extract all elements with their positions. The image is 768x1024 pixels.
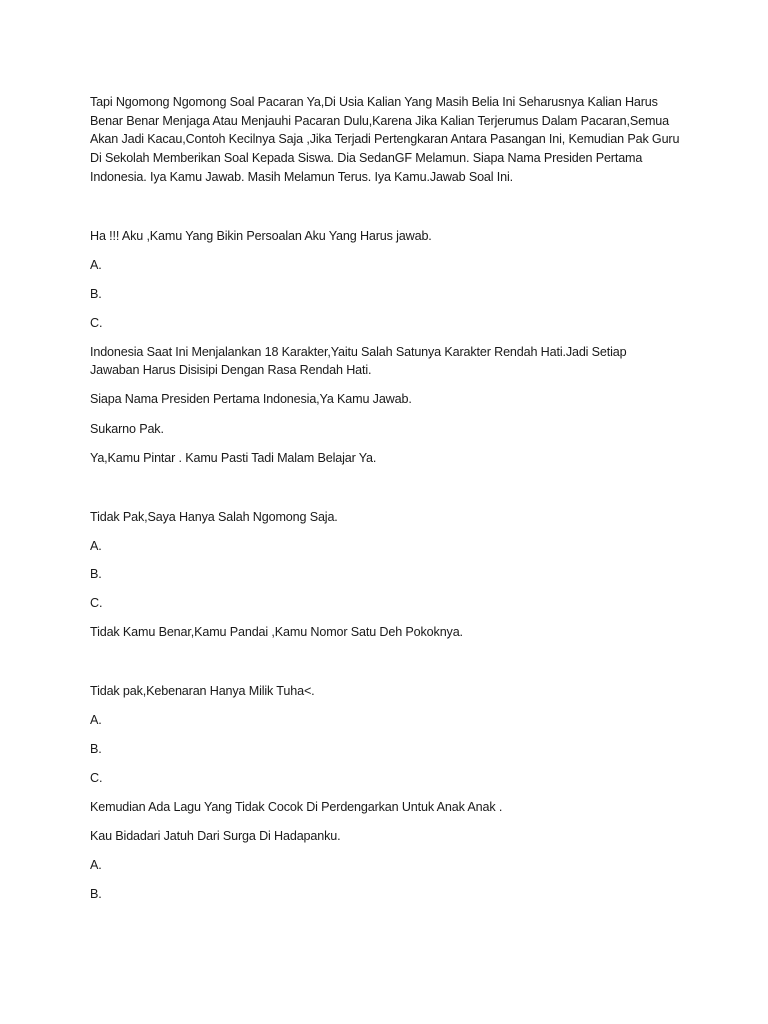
paragraph-line: Indonesia. Iya Kamu Jawab. Masih Melamun Terus. Iya Kamu.Jawab Soal Ini.: [90, 170, 513, 184]
paragraph-line: Tidak Kamu Benar,Kamu Pandai ,Kamu Nomor Satu Deh Pokoknya.: [90, 625, 463, 639]
paragraph-line: Tidak Pak,Saya Hanya Salah Ngomong Saja.: [90, 510, 338, 524]
paragraph-line: Siapa Nama Presiden Pertama Indonesia,Ya Kamu Jawab.: [90, 392, 412, 406]
option-b: B.: [90, 887, 102, 901]
option-b: B.: [90, 742, 102, 756]
paragraph-line: Sukarno Pak.: [90, 422, 164, 436]
option-a: A.: [90, 258, 102, 272]
paragraph-line: Tapi Ngomong Ngomong Soal Pacaran Ya,Di Usia Kalian Yang Masih Belia Ini Seharusnya Kalian Harus: [90, 95, 658, 109]
paragraph-line: Kemudian Ada Lagu Yang Tidak Cocok Di Perdengarkan Untuk Anak Anak .: [90, 800, 503, 814]
paragraph-line: Ya,Kamu Pintar . Kamu Pasti Tadi Malam Belajar Ya.: [90, 451, 377, 465]
option-b: B.: [90, 567, 102, 581]
paragraph-line: Kau Bidadari Jatuh Dari Surga Di Hadapanku.: [90, 829, 341, 843]
option-c: C.: [90, 316, 103, 330]
option-c: C.: [90, 596, 103, 610]
option-b: B.: [90, 287, 102, 301]
paragraph-line: Akan Jadi Kacau,Contoh Kecilnya Saja ,Jika Terjadi Pertengkaran Antara Pasangan Ini, Kemudian Pak Guru: [90, 132, 680, 146]
paragraph-line: Benar Benar Menjaga Atau Menjauhi Pacaran Dulu,Karena Jika Kalian Terjerumus Dalam Pacaran,Semua: [90, 114, 670, 128]
option-c: C.: [90, 771, 103, 785]
paragraph-line: Indonesia Saat Ini Menjalankan 18 Karakter,Yaitu Salah Satunya Karakter Rendah Hati.Jadi Setiap: [90, 345, 627, 359]
paragraph-line: Ha !!! Aku ,Kamu Yang Bikin Persoalan Aku Yang Harus jawab.: [90, 229, 432, 243]
paragraph-line: Tidak pak,Kebenaran Hanya Milik Tuha<.: [90, 684, 315, 698]
paragraph-line: Jawaban Harus Disisipi Dengan Rasa Rendah Hati.: [90, 363, 372, 377]
option-a: A.: [90, 713, 102, 727]
option-a: A.: [90, 539, 102, 553]
paragraph-line: Di Sekolah Memberikan Soal Kepada Siswa. Dia SedanGF Melamun. Siapa Nama Presiden Pertama: [90, 151, 643, 165]
option-a: A.: [90, 858, 102, 872]
